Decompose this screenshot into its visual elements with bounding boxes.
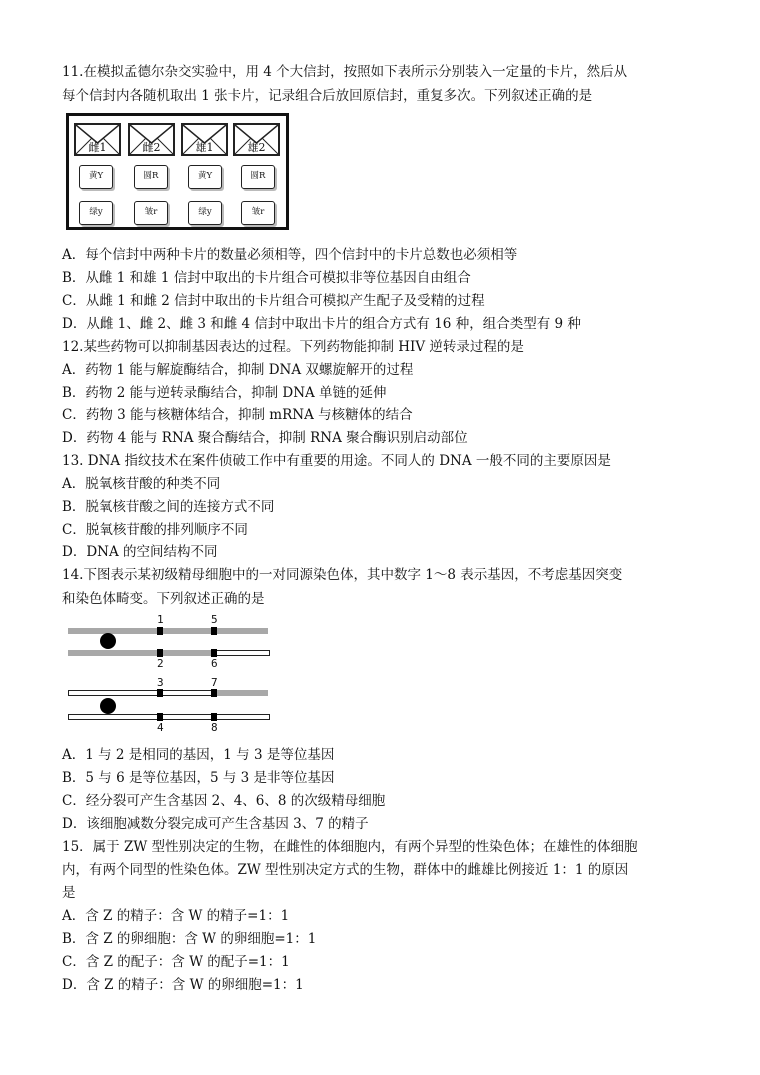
q14-stem-line1: 14.下图表示某初级精母细胞中的一对同源染色体，其中数字 1～8 表示基因，不考虑基因突变 [62, 567, 623, 583]
q14-option-c: C．经分裂可产生含基因 2、4、6、8 的次级精母细胞 [62, 793, 386, 809]
q11-stem-line1: 11.在模拟孟德尔杂交实验中，用 4 个大信封，按照如下表所示分别装入一定量的卡片，然后从 [62, 64, 628, 80]
gene-5-marker [211, 627, 217, 635]
q15-option-c: C．含 Z 的配子：含 W 的配子=1：1 [62, 954, 290, 970]
q13-option-b: B．脱氧核苷酸之间的连接方式不同 [62, 499, 275, 515]
card: 绿y [188, 201, 222, 225]
q14-option-b: B．5 与 6 是等位基因，5 与 3 是非等位基因 [62, 770, 335, 786]
q15-option-d: D．含 Z 的精子：含 W 的卵细胞=1：1 [62, 977, 304, 993]
q13-option-a: A．脱氧核苷酸的种类不同 [62, 476, 221, 492]
chromatid-3-left [68, 690, 212, 696]
q12-stem: 12.某些药物可以抑制基因表达的过程。下列药物能抑制 HIV 逆转录过程的是 [62, 339, 524, 355]
q13-stem: 13. DNA 指纹技术在案件侦破工作中有重要的用途。不同人的 DNA 一般不同的主要原因是 [62, 453, 611, 469]
card: 皱r [241, 201, 275, 225]
gene-3-marker [157, 689, 163, 697]
gene-2-marker [157, 649, 163, 657]
envelope-card-figure [66, 113, 289, 230]
envelope-female-1 [74, 123, 121, 156]
q15-option-a: A．含 Z 的精子：含 W 的精子=1：1 [62, 908, 290, 924]
q15-stem-line3: 是 [62, 885, 76, 901]
chromatid-3-right [212, 690, 268, 696]
q11-stem-line2: 每个信封内各随机取出 1 张卡片，记录组合后放回原信封，重复多次。下列叙述正确的是 [62, 88, 593, 104]
q11-option-d: D．从雌 1、雌 2、雌 3 和雌 4 信封中取出卡片的组合方式有 16 种，组合类型有 9 种 [62, 316, 581, 332]
gene-label-6: 6 [211, 657, 218, 670]
centromere-upper [100, 633, 116, 649]
q12-option-b: B．药物 2 能与逆转录酶结合，抑制 DNA 单链的延伸 [62, 385, 387, 401]
card: 圆R [241, 165, 275, 189]
gene-label-7: 7 [211, 676, 218, 689]
envelope-label: 雌2 [142, 141, 161, 154]
card: 黄Y [188, 165, 222, 189]
card: 绿y [79, 201, 113, 225]
centromere-lower [100, 698, 116, 714]
card: 黄Y [79, 165, 113, 189]
chromatid-2-left [68, 650, 212, 656]
gene-4-marker [157, 713, 163, 721]
gene-label-4: 4 [157, 721, 164, 734]
q12-option-d: D．药物 4 能与 RNA 聚合酶结合，抑制 RNA 聚合酶识别启动部位 [62, 430, 468, 446]
q11-option-c: C．从雌 1 和雌 2 信封中取出的卡片组合可模拟产生配子及受精的过程 [62, 293, 485, 309]
q12-option-a: A．药物 1 能与解旋酶结合，抑制 DNA 双螺旋解开的过程 [62, 362, 414, 378]
q15-stem-line1: 15．属于 ZW 型性别决定的生物，在雌性的体细胞内，有两个异型的性染色体；在雄性的体细胞 [62, 839, 638, 855]
envelope-label: 雄2 [247, 141, 266, 154]
q11-option-b: B．从雌 1 和雄 1 信封中取出的卡片组合可模拟非等位基因自由组合 [62, 270, 471, 286]
chromatid-1 [68, 628, 268, 634]
card: 皱r [134, 201, 168, 225]
card: 圆R [134, 165, 168, 189]
q15-option-b: B．含 Z 的卵细胞：含 W 的卵细胞=1：1 [62, 931, 317, 947]
q14-option-d: D．该细胞减数分裂完成可产生含基因 3、7 的精子 [62, 816, 369, 832]
gene-label-5: 5 [211, 613, 218, 626]
envelope-male-2 [233, 123, 280, 156]
envelope-female-2 [128, 123, 175, 156]
q14-stem-line2: 和染色体畸变。下列叙述正确的是 [62, 591, 265, 607]
envelope-male-1 [181, 123, 228, 156]
gene-1-marker [157, 627, 163, 635]
q13-option-d: D．DNA 的空间结构不同 [62, 544, 218, 560]
envelope-label: 雌1 [88, 141, 107, 154]
q15-stem-line2: 内，有两个同型的性染色体。ZW 型性别决定方式的生物，群体中的雌雄比例接近 1：1 的原因 [62, 862, 629, 878]
chromatid-2-right [212, 650, 270, 656]
gene-6-marker [211, 649, 217, 657]
gene-label-8: 8 [211, 721, 218, 734]
envelope-label: 雄1 [195, 141, 214, 154]
q12-option-c: C．药物 3 能与核糖体结合，抑制 mRNA 与核糖体的结合 [62, 407, 413, 423]
gene-8-marker [211, 713, 217, 721]
gene-7-marker [211, 689, 217, 697]
q13-option-c: C．脱氧核苷酸的排列顺序不同 [62, 522, 248, 538]
gene-label-1: 1 [157, 613, 164, 626]
q14-option-a: A．1 与 2 是相同的基因，1 与 3 是等位基因 [62, 747, 335, 763]
q11-option-a: A．每个信封中两种卡片的数量必须相等，四个信封中的卡片总数也必须相等 [62, 247, 518, 263]
gene-label-2: 2 [157, 657, 164, 670]
gene-label-3: 3 [157, 676, 164, 689]
chromatid-4 [68, 714, 270, 720]
